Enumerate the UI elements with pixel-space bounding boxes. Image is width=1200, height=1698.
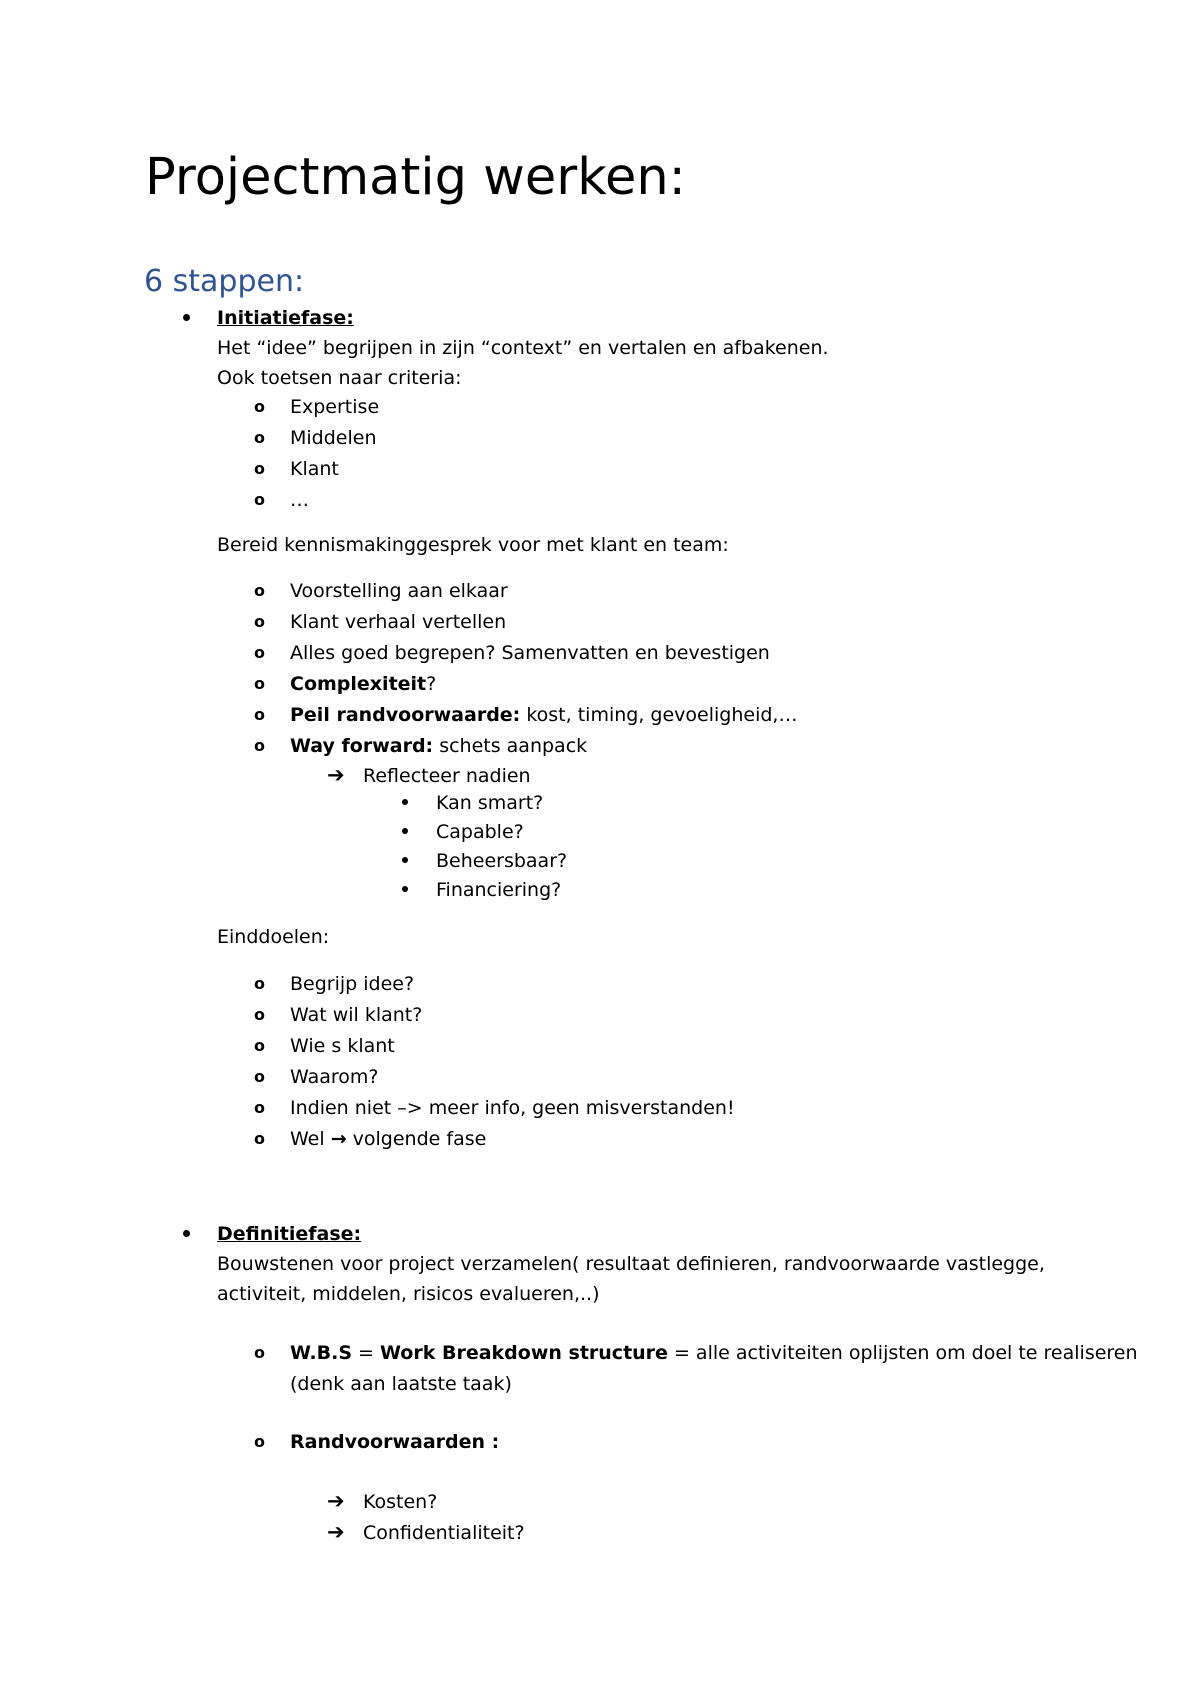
circle-bullet: o [254, 428, 265, 447]
circle-bullet: o [254, 459, 265, 478]
text: = alle activiteiten oplijsten om doel te realiseren [667, 1342, 1138, 1364]
bold-text: Way forward: [290, 735, 434, 757]
list-item: Beheersbaar? [436, 850, 568, 872]
phase-title-definitiefase: Definitiefase: [217, 1223, 362, 1245]
bullet-dot [402, 799, 408, 805]
circle-bullet: o [254, 674, 265, 693]
phase-text: activiteit, middelen, risicos evalueren,..) [217, 1283, 600, 1305]
bold-text: W.B.S [290, 1342, 353, 1364]
bullet-dot [402, 857, 408, 863]
list-item: Voorstelling aan elkaar [290, 580, 508, 602]
list-item [290, 1431, 499, 1453]
phase-text: Bouwstenen voor project verzamelen( resultaat definieren, randvoorwaarde vastlegge, [217, 1253, 1045, 1275]
phase-text: Ook toetsen naar criteria: [217, 367, 462, 389]
list-item: Alles goed begrepen? Samenvatten en bevestigen [290, 642, 770, 664]
circle-bullet: o [254, 1036, 265, 1055]
list-item: Indien niet –> meer info, geen misverstanden! [290, 1097, 735, 1119]
circle-bullet: o [254, 1432, 265, 1451]
list-item: Wie s klant [290, 1035, 395, 1057]
list-item [290, 735, 587, 757]
list-item: Kan smart? [436, 792, 544, 814]
meeting-intro: Bereid kennismakinggesprek voor met klant en team: [217, 534, 729, 556]
list-item: Capable? [436, 821, 524, 843]
circle-bullet: o [254, 1005, 265, 1024]
text: volgende fase [346, 1128, 487, 1150]
text: ? [426, 673, 437, 695]
arrow-icon: ➔ [327, 763, 345, 787]
circle-bullet: o [254, 974, 265, 993]
circle-bullet: o [254, 1067, 265, 1086]
circle-bullet: o [254, 581, 265, 600]
list-item: Klant [290, 458, 339, 480]
text: Wel [290, 1128, 331, 1150]
section-heading: 6 stappen: [144, 264, 305, 299]
list-item: Reflecteer nadien [363, 765, 531, 787]
text: schets aanpack [433, 735, 588, 757]
circle-bullet: o [254, 1129, 265, 1148]
bullet-dot [183, 314, 190, 321]
list-item: Confidentialiteit? [363, 1522, 525, 1544]
circle-bullet: o [254, 1343, 265, 1362]
bullet-dot [402, 886, 408, 892]
arrow-icon: ➔ [327, 1520, 345, 1544]
goals-intro: Einddoelen: [217, 926, 330, 948]
circle-bullet: o [254, 490, 265, 509]
arrow-icon: → [330, 1128, 347, 1150]
bullet-dot [402, 828, 408, 834]
bold-text: Randvoorwaarden : [290, 1431, 500, 1453]
circle-bullet: o [254, 397, 265, 416]
list-item: Middelen [290, 427, 377, 449]
circle-bullet: o [254, 643, 265, 662]
arrow-icon: ➔ [327, 1489, 345, 1513]
list-item-continued: (denk aan laatste taak) [290, 1373, 512, 1395]
circle-bullet: o [254, 1098, 265, 1117]
list-item [290, 1342, 1138, 1364]
list-item: Financiering? [436, 879, 562, 901]
bold-text: Complexiteit [290, 673, 427, 695]
bullet-dot [183, 1230, 190, 1237]
text: kost, timing, gevoeligheid,… [520, 704, 798, 726]
text: = [352, 1342, 381, 1364]
list-item: Begrijp idee? [290, 973, 415, 995]
list-item: … [290, 489, 309, 511]
bold-text: Peil randvoorwaarde: [290, 704, 521, 726]
list-item [290, 1128, 486, 1150]
list-item: Kosten? [363, 1491, 438, 1513]
circle-bullet: o [254, 736, 265, 755]
bold-text: Work Breakdown structure [380, 1342, 668, 1364]
circle-bullet: o [254, 612, 265, 631]
list-item [290, 704, 797, 726]
phase-title-initiatiefase: Initiatiefase: [217, 307, 354, 329]
list-item [290, 673, 436, 695]
phase-text: Het “idee” begrijpen in zijn “context” en vertalen en afbakenen. [217, 337, 829, 359]
list-item: Klant verhaal vertellen [290, 611, 507, 633]
list-item: Expertise [290, 396, 380, 418]
circle-bullet: o [254, 705, 265, 724]
list-item: Wat wil klant? [290, 1004, 423, 1026]
page-title: Projectmatig werken: [145, 148, 686, 207]
list-item: Waarom? [290, 1066, 379, 1088]
